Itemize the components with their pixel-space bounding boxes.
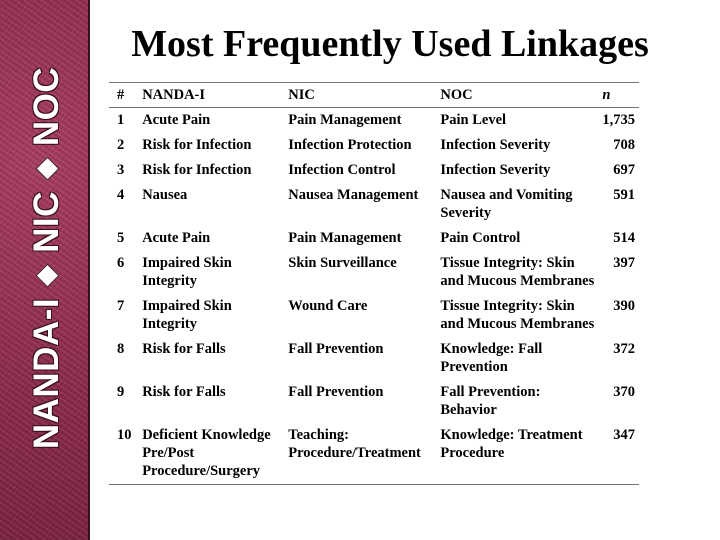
header-nanda: NANDA-I: [140, 83, 286, 108]
sidebar-label-noc: NOC: [27, 66, 66, 147]
cell-noc: Pain Control: [440, 230, 521, 246]
cell-noc: Tissue Integrity: Skin and Mucous Membranes: [440, 255, 595, 289]
cell-nanda: Acute Pain: [142, 230, 211, 246]
cell-nic: Teaching: Procedure/Treatment: [286, 423, 438, 485]
cell-nanda: Impaired Skin Integrity: [142, 255, 232, 289]
page-title: Most Frequently Used Linkages: [131, 23, 649, 65]
diamond-icon: [35, 263, 59, 287]
cell-nanda: Acute Pain: [142, 112, 211, 128]
table-row: [109, 108, 639, 134]
table-header: [109, 83, 639, 108]
cell-num: 7: [117, 298, 125, 314]
diamond-icon: [35, 157, 59, 181]
table-body: [109, 108, 639, 485]
cell-num: 10: [109, 423, 140, 485]
cell-nic: Wound Care: [288, 298, 368, 314]
header-nic: NIC: [286, 83, 438, 108]
cell-nic: Infection Control: [288, 162, 396, 178]
cell-num: 5: [117, 230, 125, 246]
cell-n: 370: [613, 384, 635, 400]
table-row: [109, 158, 639, 183]
cell-num: 8: [117, 341, 125, 357]
cell-nanda: Deficient Knowledge Pre/Post Procedure/Surgery: [140, 423, 286, 485]
table-row: [109, 226, 639, 251]
cell-noc: Nausea and Vomiting Severity: [440, 187, 573, 221]
cell-n: 397: [613, 255, 635, 271]
cell-noc: Pain Level: [440, 112, 507, 128]
cell-nanda: Nausea: [142, 187, 188, 203]
cell-nic: Fall Prevention: [288, 341, 384, 357]
linkages-table: [109, 82, 639, 485]
cell-nanda: Risk for Infection: [142, 137, 252, 153]
header-noc: NOC: [438, 83, 600, 108]
cell-noc: Knowledge: Treatment Procedure: [438, 423, 600, 485]
cell-num: 3: [117, 162, 125, 178]
sidebar-label-nic: NIC: [27, 191, 66, 253]
header-row: [109, 83, 639, 108]
cell-nic: Pain Management: [288, 230, 402, 246]
cell-n: 514: [613, 230, 635, 246]
cell-noc: Infection Severity: [440, 137, 551, 153]
header-num: #: [109, 83, 140, 108]
table-row: [109, 423, 639, 485]
cell-num: 9: [117, 384, 125, 400]
table-row: [109, 133, 639, 158]
cell-n: 708: [613, 137, 635, 153]
table-row: [109, 251, 639, 294]
header-n: n: [600, 83, 639, 108]
cell-nic: Infection Protection: [288, 137, 412, 153]
table-row: [109, 337, 639, 380]
cell-nic: Skin Surveillance: [288, 255, 397, 271]
cell-nanda: Impaired Skin Integrity: [142, 298, 232, 332]
cell-n: 372: [613, 341, 635, 357]
cell-nic: Nausea Management: [288, 187, 419, 203]
cell-n: 390: [613, 298, 635, 314]
cell-nic: Pain Management: [288, 112, 402, 128]
table-row: [109, 380, 639, 423]
cell-num: 4: [117, 187, 125, 203]
cell-num: 2: [117, 137, 125, 153]
cell-noc: Knowledge: Fall Prevention: [440, 341, 543, 375]
cell-noc: Infection Severity: [440, 162, 551, 178]
cell-n: 1,735: [602, 112, 635, 128]
cell-n: 697: [613, 162, 635, 178]
cell-nanda: Risk for Falls: [142, 384, 226, 400]
cell-num: 1: [117, 112, 125, 128]
sidebar-label-nanda: NANDA-I: [27, 297, 66, 450]
cell-noc: Tissue Integrity: Skin and Mucous Membranes: [440, 298, 595, 332]
cell-nanda: Risk for Falls: [142, 341, 226, 357]
table-row: [109, 294, 639, 337]
cell-num: 6: [117, 255, 125, 271]
cell-n: 591: [613, 187, 635, 203]
cell-nic: Fall Prevention: [288, 384, 384, 400]
cell-noc: Fall Prevention: Behavior: [440, 384, 541, 418]
cell-nanda: Risk for Infection: [142, 162, 252, 178]
table-row: [109, 183, 639, 226]
cell-n: 347: [600, 423, 639, 485]
sidebar-banner: [0, 0, 90, 540]
sidebar-label: [27, 67, 67, 449]
